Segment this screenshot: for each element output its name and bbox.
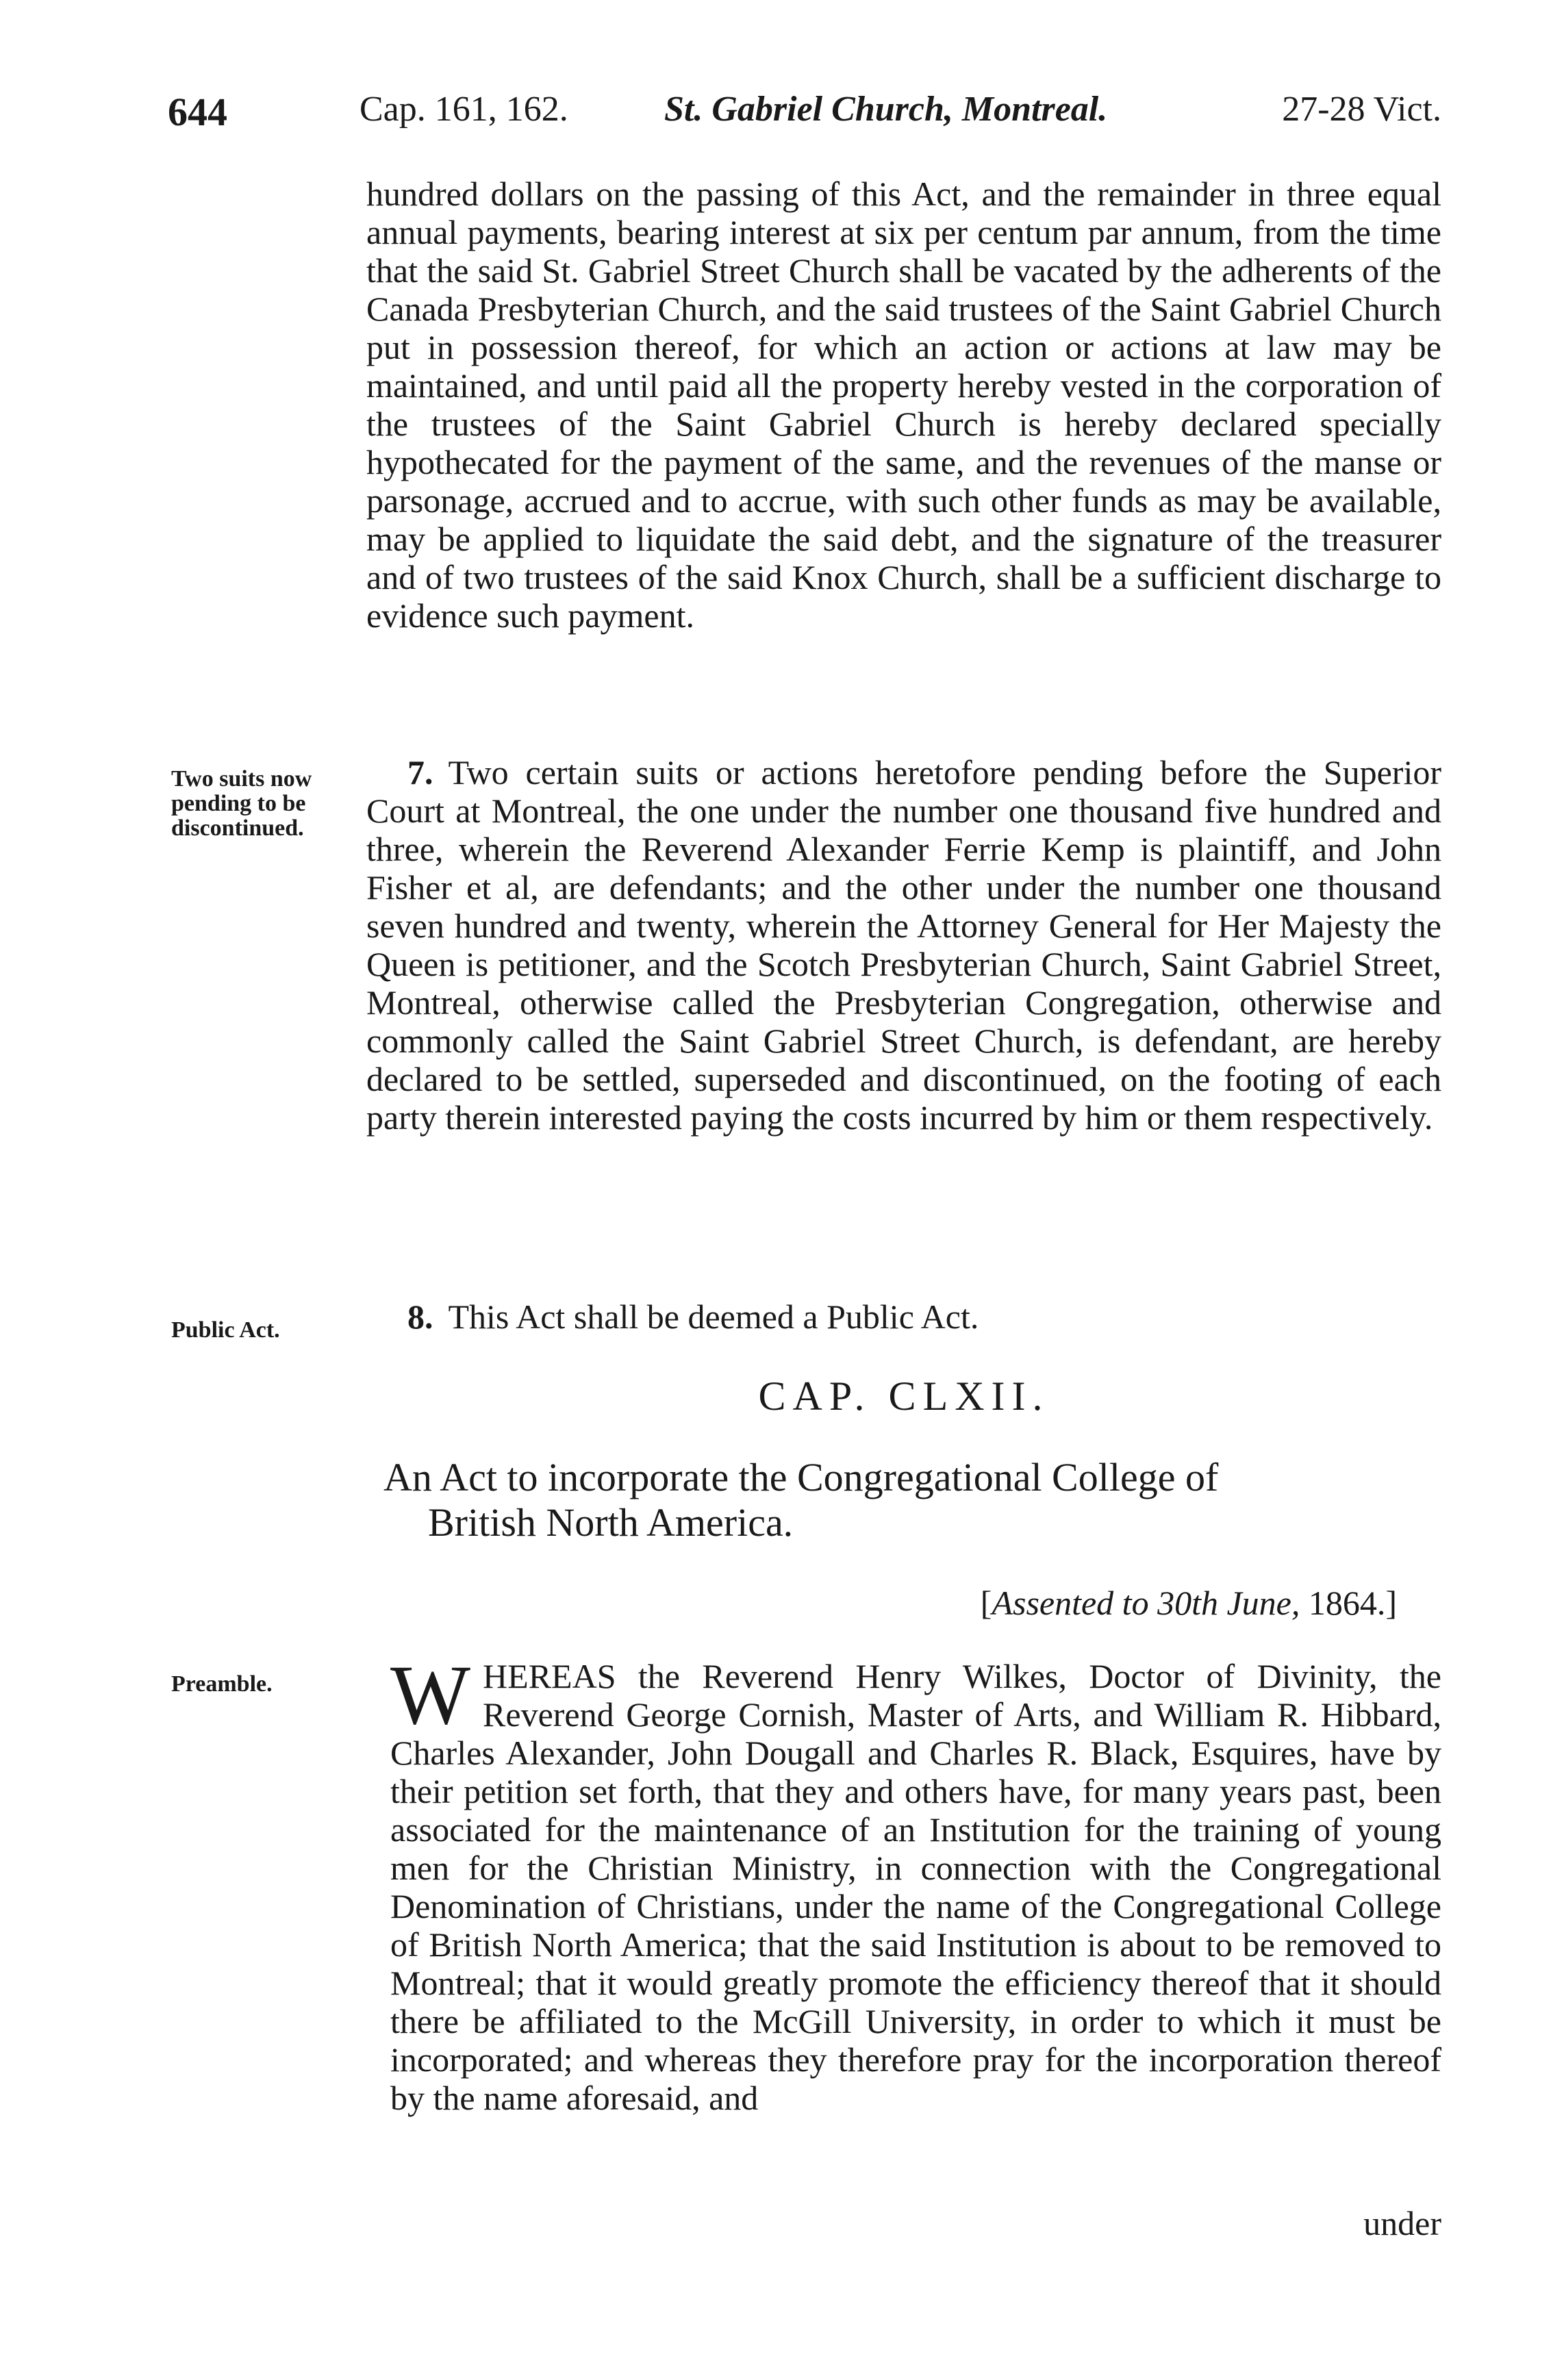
catchword: under — [1363, 2204, 1441, 2242]
section-8-number: 8. — [407, 1297, 433, 1336]
assent-year: 1864.] — [1300, 1584, 1397, 1622]
marginal-note-public-act: Public Act. — [171, 1317, 280, 1343]
continuation-text: hundred dollars on the passing of this Act, and the remainder in three equal annual payments, bearing interest at six per centum par annum, from the time that the said St. Gabriel Street Church shall be vacated by the adherents of the Canada Presbyterian Church, and the said trustees of the Saint Gabriel Church put in possession thereof, for which an action or actions at law may be maintained, and until paid all the property hereby vested in the corporation of the trustees of the Saint Gabriel Church is hereby declared specially hypothecated for the payment of the same, and the revenues of the manse or parsonage, accrued and to accrue, with such other funds as may be available, may be applied to liquidate the said debt, and the signature of the treasurer and of two trustees of the said Knox Church, shall be a sufficient discharge to evidence such payment. — [366, 175, 1441, 635]
marginal-note-preamble: Preamble. — [171, 1671, 273, 1697]
assent-bracket: [ — [980, 1584, 992, 1622]
preamble-paragraph — [390, 1648, 1441, 2117]
regnal-year: 27-28 Vict. — [1282, 90, 1441, 129]
marginal-note-suits: Two suits now pending to be discontinued. — [171, 766, 312, 841]
assent-label: Assented to 30th June, — [992, 1584, 1300, 1622]
section-7-number: 7. — [407, 753, 433, 792]
preamble-text: HEREAS the Reverend Henry Wilkes, Doctor of Divinity, the Reverend George Cornish, Master of Arts, and William R. Hibbard, Charles Alexander, John Dougall and Charles R. Black, Esquires, have by their petition set forth, that they and others have, for many years past, been associated for the maintenance of an Institution for the training of young men for the Christian Ministry, in connection with the Congregational Denomination of Christians, under the name of the Congregational College of British North America; that the said Institution is about to be removed to Montreal; that it would greatly promote the efficiency thereof that it should there be affiliated to the McGill University, in order to which it must be incorporated; and whereas they therefore pray for the incorporation thereof by the name aforesaid, and — [390, 1657, 1441, 2117]
section-8-text: This Act shall be deemed a Public Act. — [448, 1297, 979, 1336]
running-header — [168, 81, 1441, 142]
act-title-line-1: An Act to incorporate the Congregational College of — [383, 1455, 1219, 1499]
drop-cap: W — [390, 1648, 471, 1742]
continuation-paragraph — [366, 175, 1441, 635]
page-number: 644 — [168, 90, 227, 134]
act-title-line-2: British North America. — [428, 1500, 794, 1545]
section-7 — [366, 753, 1441, 1137]
section-7-text: Two certain suits or actions heretofore pending before the Superior Court at Montreal, the one under the number one thousand five hundred and three, wherein the Reverend Alexander Ferrie Kemp is plaintiff, and John Fisher et al, are defendants; and the other under the number one thousand seven hundred and twenty, wherein the Attorney General for Her Majesty the Queen is petitioner, and the Scotch Presbyterian Church, Saint Gabriel Street, Montreal, otherwise called the Presbyterian Congregation, otherwise and commonly called the Saint Gabriel Street Church, is defendant, are hereby declared to be settled, superseded and discontinued, on the footing of each party therein interested paying the costs incurred by him or them respectively. — [366, 753, 1441, 1137]
section-8 — [366, 1297, 1441, 1336]
act-title — [383, 1455, 1441, 1545]
chapter-reference: Cap. 161, 162. — [360, 90, 568, 129]
chapter-heading: CAP. CLXII. — [758, 1373, 1050, 1419]
assent-date — [366, 1583, 1397, 1623]
running-title: St. Gabriel Church, Montreal. — [664, 90, 1108, 129]
